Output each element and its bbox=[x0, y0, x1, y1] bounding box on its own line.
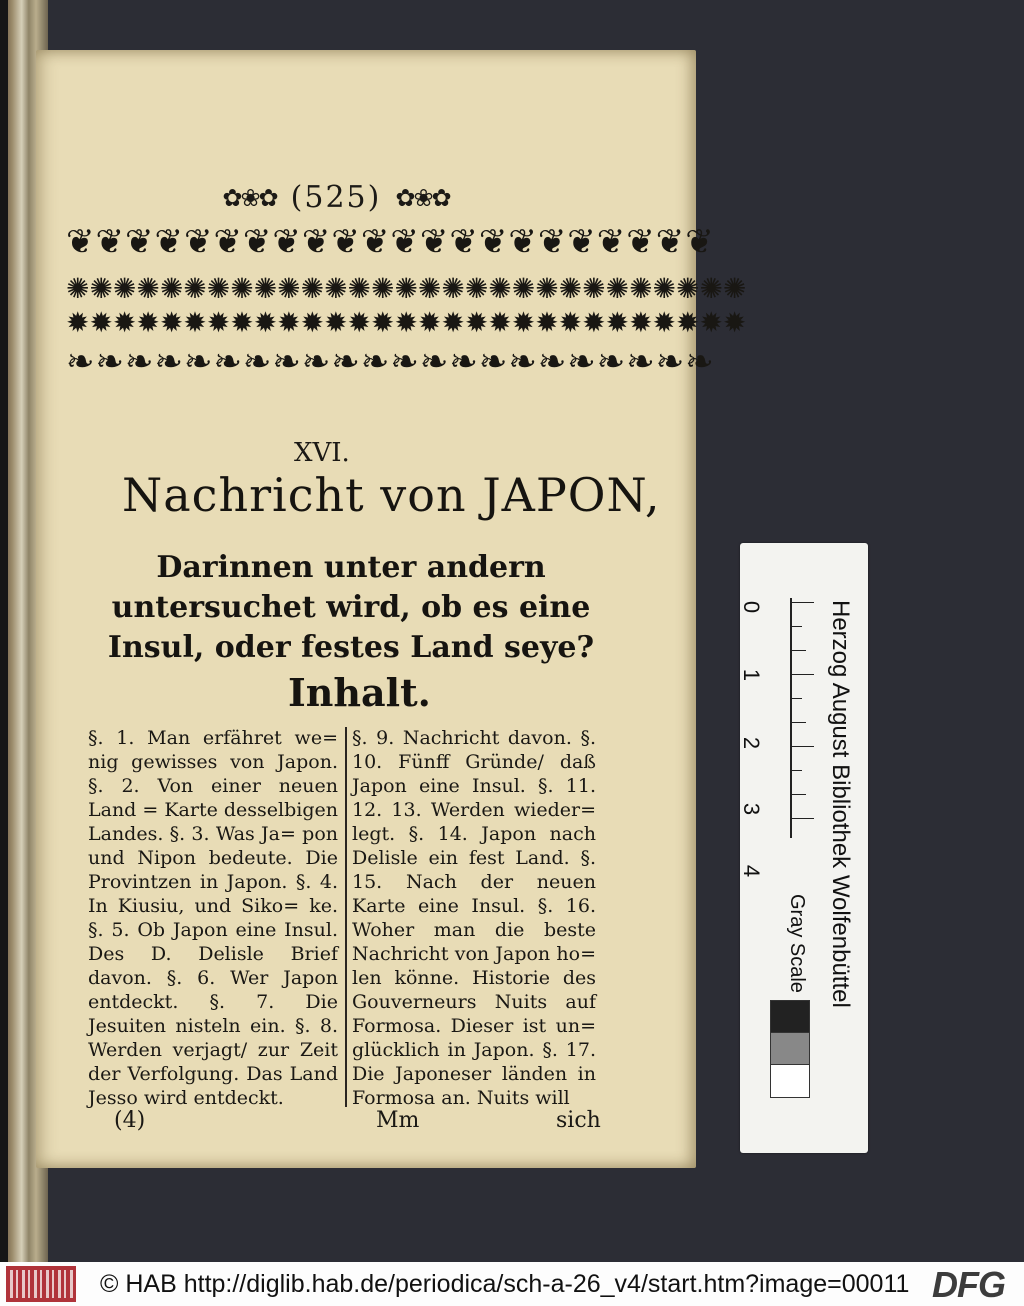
ruler-label-2: 2 bbox=[739, 736, 765, 750]
contents-column-left: §. 1. Man erfähret we= nig gewisses von Japon. §. 2. Von einer neuen Land = Karte desselbigen Landes. §. 3. Was Ja= pon und Nipon bedeute. Die Provintzen in Japon. §. 4. In Kiusiu, und Siko= ke. §. 5. Ob Japon eine Insul. Des D. Delisle Brief davon. §. 6. Wer Japon entdeckt. §. 7. Die Jesuiten nisteln ein. §. 8. Werden verjagt/ zur Zeit der Verfolgung. Das Land Jesso wird entdeckt. bbox=[88, 727, 338, 1109]
ruler-label-0: 0 bbox=[739, 600, 765, 614]
gray-scale-label-text: Gray Scale bbox=[786, 894, 808, 993]
section-numeral: XVI. bbox=[294, 438, 350, 468]
catchword-mid: Mm bbox=[376, 1108, 420, 1133]
color-scale-title bbox=[810, 600, 866, 1140]
ruler-tick bbox=[792, 698, 802, 699]
contents-column-right: §. 9. Nachricht davon. §. 10. Fünff Gründe/ daß Japon eine Insul. §. 11. 12. 13. Werden wieder= legt. §. 14. Japon nach Delisle ein fest Land. §. 15. Nach der neuen Karte eine Insul. §. 16. Woher man die beste Nachricht von Japon ho= len könne. Historie des Gouverneurs Nuits auf Formosa. Dieser ist un= glücklich in Japon. §. 17. Die Japoneser länden in Formosa an. Nuits will bbox=[352, 727, 596, 1109]
ruler-label-4: 4 bbox=[739, 864, 765, 878]
footer-copyright-link[interactable]: © HAB http://diglib.hab.de/periodica/sch-a-26_v4/start.htm?image=00011 bbox=[100, 1270, 910, 1298]
gray-swatch-light bbox=[770, 1064, 810, 1098]
signature-mark: (4) bbox=[114, 1108, 146, 1133]
stamp-icon bbox=[6, 1266, 76, 1302]
gray-swatch-dark bbox=[770, 1000, 810, 1034]
ruler-tick bbox=[792, 818, 814, 819]
ruler-tick bbox=[792, 674, 814, 675]
page-header bbox=[36, 180, 636, 215]
dfg-logo: DFG bbox=[932, 1264, 1005, 1305]
ruler-tick bbox=[792, 722, 806, 723]
ruler-tick bbox=[792, 794, 806, 795]
ruler-tick bbox=[792, 770, 802, 771]
book-page bbox=[36, 50, 747, 1168]
page-subtitle: Darinnen unter andern untersuchet wird, ob es eine Insul, oder festes Land seye? bbox=[107, 550, 595, 665]
ornament-band-1: ❦❦❦❦❦❦❦❦❦❦❦❦❦❦❦❦❦❦❦❦❦❦ bbox=[66, 222, 715, 262]
color-scale-title-text: Herzog August Bibliothek Wolfenbüttel bbox=[827, 600, 854, 1008]
book-spine-shadow bbox=[0, 0, 8, 1262]
ruler-label-1: 1 bbox=[739, 668, 765, 682]
ruler-tick bbox=[792, 650, 806, 651]
ruler-tick bbox=[792, 746, 814, 747]
ruler bbox=[790, 598, 814, 838]
page-number: (525) bbox=[290, 180, 382, 215]
gray-swatch-mid bbox=[770, 1032, 810, 1066]
ruler-label-3: 3 bbox=[739, 802, 765, 816]
column-divider bbox=[345, 727, 347, 1107]
gray-scale-label bbox=[778, 894, 818, 1004]
header-ornament-right: ✿❀✿ bbox=[395, 183, 450, 212]
ruler-tick bbox=[792, 626, 802, 627]
catchword-right: sich bbox=[556, 1108, 601, 1133]
header-ornament-left: ✿❀✿ bbox=[222, 183, 277, 212]
ornament-band-4: ❧❧❧❧❧❧❧❧❧❧❧❧❧❧❧❧❧❧❧❧❧❧ bbox=[66, 342, 715, 382]
contents-heading: Inhalt. bbox=[288, 670, 431, 715]
ornament-band-3: ✹✹✹✹✹✹✹✹✹✹✹✹✹✹✹✹✹✹✹✹✹✹✹✹✹✹✹✹✹ bbox=[66, 306, 747, 339]
ruler-tick bbox=[792, 602, 814, 603]
ornament-band-2: ✺✺✺✺✺✺✺✺✺✺✺✺✺✺✺✺✺✺✺✺✺✺✺✺✺✺✺✺✺ bbox=[66, 272, 747, 305]
page-title: Nachricht von JAPON, bbox=[122, 468, 661, 522]
